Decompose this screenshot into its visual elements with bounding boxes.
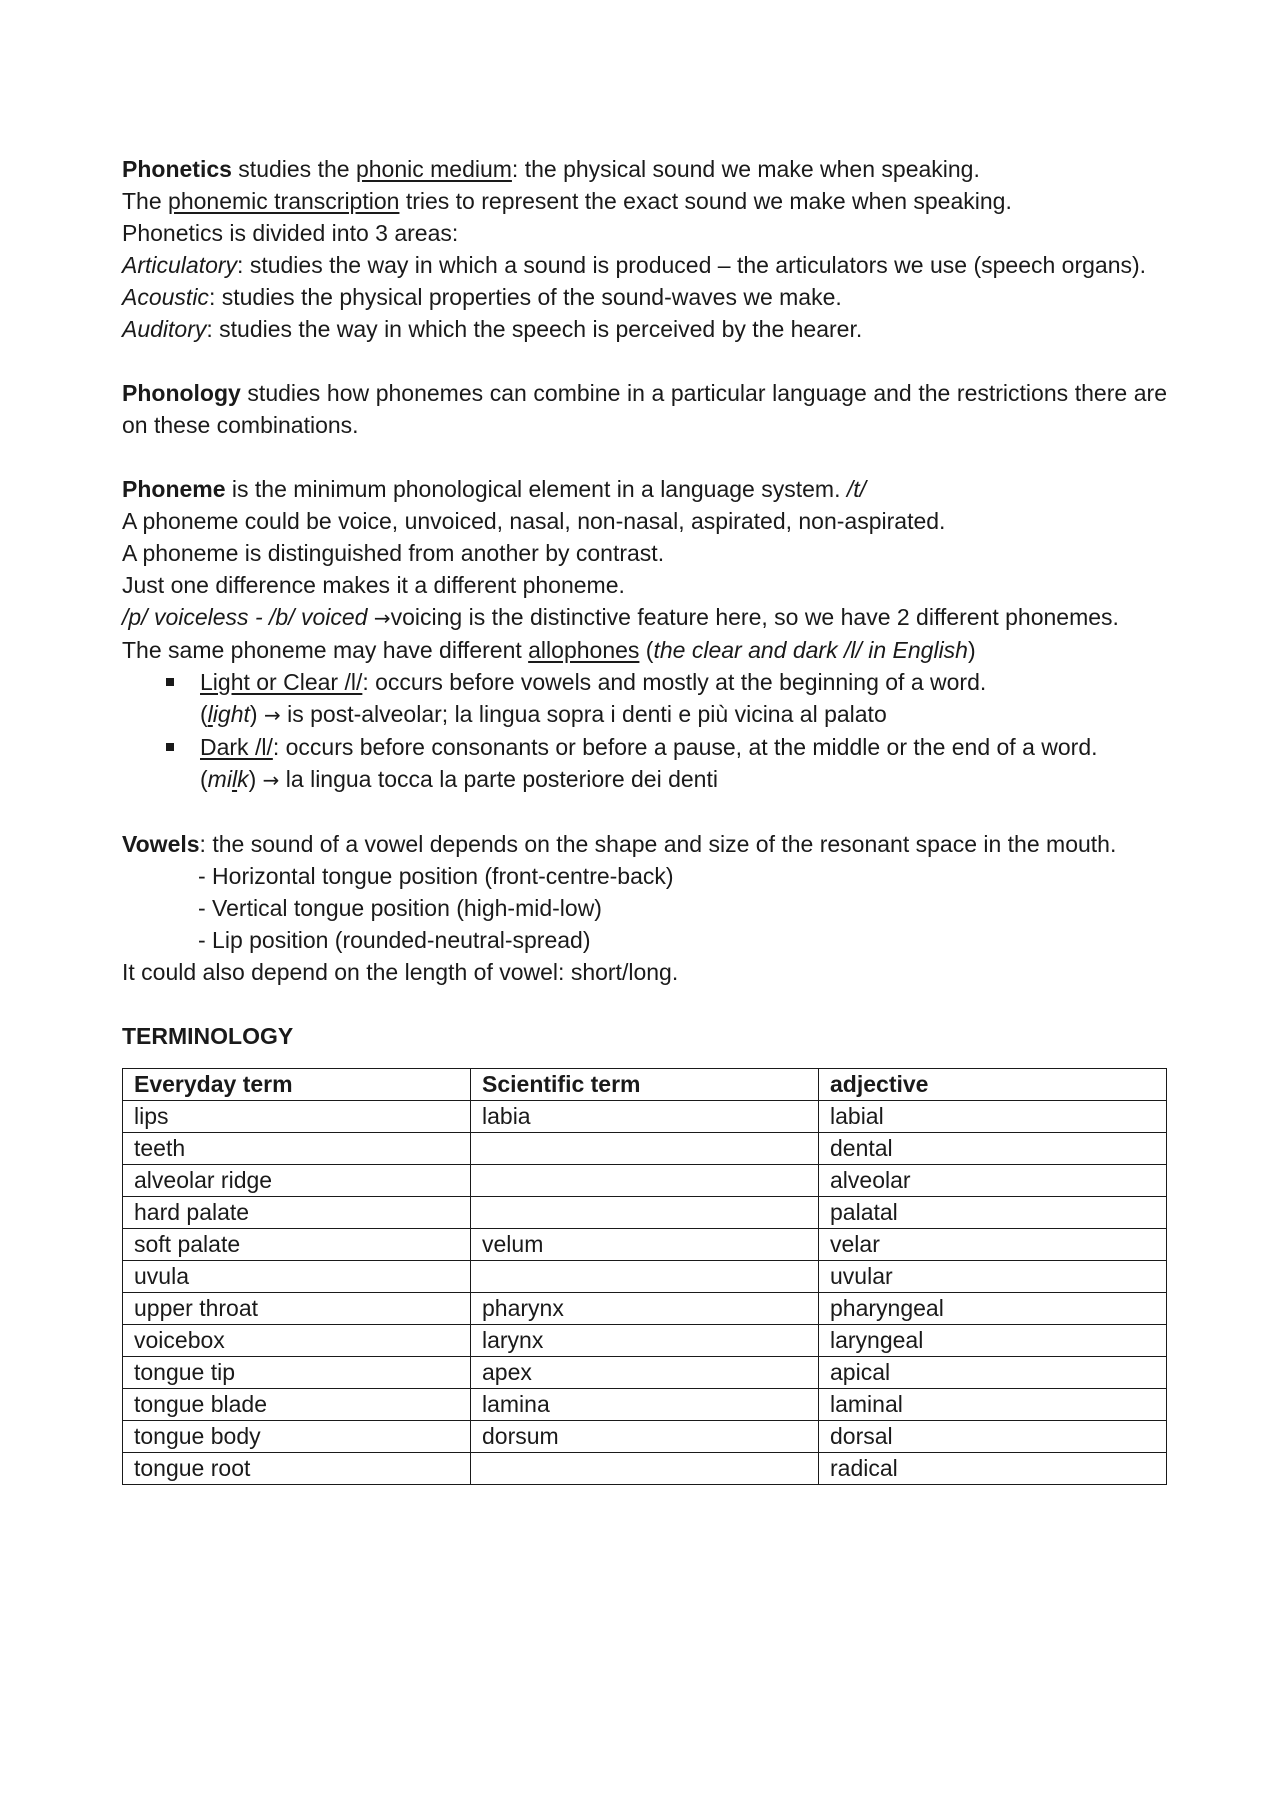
bullet-line [200, 731, 1167, 763]
table-row [123, 1133, 1167, 1165]
text-span: The [122, 188, 169, 214]
area-name: Articulatory [122, 252, 238, 278]
table-row [123, 1357, 1167, 1389]
table-cell [471, 1453, 819, 1485]
phoneme-line-5 [122, 601, 1167, 634]
text-span: ) [248, 766, 263, 792]
area-desc: : studies the physical properties of the sound-waves we make. [208, 284, 842, 310]
right-arrow-icon: → [262, 768, 280, 792]
table-row [123, 1101, 1167, 1133]
area-articulatory [122, 249, 1167, 281]
text-span: : occurs before consonants or before a pause, at the middle or the end of a word. [272, 734, 1098, 760]
bullet-line [200, 698, 1167, 731]
table-row [123, 1293, 1167, 1325]
area-name: Auditory [122, 316, 207, 342]
table-cell: upper throat [123, 1293, 471, 1325]
dark-l-term: Dark /l/ [200, 734, 273, 760]
table-row [123, 1421, 1167, 1453]
table-cell: pharyngeal [819, 1293, 1167, 1325]
table-cell: laryngeal [819, 1325, 1167, 1357]
phoneme-term: Phoneme [122, 476, 226, 502]
text-span: ight [212, 701, 250, 727]
table-cell: hard palate [123, 1197, 471, 1229]
vowel-criterion: - Vertical tongue position (high-mid-low) [198, 895, 602, 921]
table-cell: uvula [123, 1261, 471, 1293]
text-span: ) [249, 701, 264, 727]
vowels-term: Vowels [122, 831, 200, 857]
text-span: ( [200, 701, 208, 727]
phoneme-line-2: A phoneme could be voice, unvoiced, nasal, non-nasal, aspirated, non-aspirated. [122, 508, 946, 534]
phoneme-example: /t/ [846, 476, 867, 502]
text-span: mi [207, 766, 232, 792]
right-arrow-icon: → [263, 703, 281, 727]
table-cell: tongue root [123, 1453, 471, 1485]
table-cell: alveolar ridge [123, 1165, 471, 1197]
table-cell: pharynx [471, 1293, 819, 1325]
text-span: k [237, 766, 249, 792]
area-desc: : studies the way in which the speech is perceived by the hearer. [206, 316, 863, 342]
area-desc: : studies the way in which a sound is produced – the articulators we use (speech organs). [237, 252, 1147, 278]
table-cell: dental [819, 1133, 1167, 1165]
text-span: : the physical sound we make when speaking. [511, 156, 980, 182]
vowels-length-line: It could also depend on the length of vowel: short/long. [122, 959, 679, 985]
column-header: adjective [819, 1069, 1167, 1101]
table-row [123, 1197, 1167, 1229]
text-span: ( [200, 766, 208, 792]
table-row [123, 1261, 1167, 1293]
table-row [123, 1453, 1167, 1485]
heading-text: TERMINOLOGY [122, 1023, 294, 1049]
column-header: Everyday term [123, 1069, 471, 1101]
spacer [122, 796, 1167, 828]
table-cell: laminal [819, 1389, 1167, 1421]
phonetics-term: Phonetics [122, 156, 232, 182]
document-page [122, 153, 1167, 1485]
table-cell: lips [123, 1101, 471, 1133]
list-item-light-l [122, 666, 1167, 731]
table-cell: alveolar [819, 1165, 1167, 1197]
phonetics-line-1 [122, 153, 1167, 185]
table-row [123, 1325, 1167, 1357]
table-cell: tongue tip [123, 1357, 471, 1389]
table-cell [471, 1261, 819, 1293]
vowels-line-1 [122, 828, 1167, 860]
phoneme-line-6 [122, 634, 1167, 666]
table-cell [471, 1133, 819, 1165]
table-cell [471, 1165, 819, 1197]
text-span: : occurs before vowels and mostly at the beginning of a word. [362, 669, 987, 695]
table-cell: dorsal [819, 1421, 1167, 1453]
text-span: The same phoneme may have different [122, 637, 529, 663]
text-span: la lingua tocca la parte posteriore dei denti [279, 766, 718, 792]
phoneme-line-4: Just one difference makes it a different phoneme. [122, 572, 625, 598]
text-span: l [207, 701, 213, 727]
table-cell [471, 1197, 819, 1229]
vowel-criterion: - Horizontal tongue position (front-centre-back) [198, 863, 674, 889]
allophones-term: allophones [528, 637, 640, 663]
table-row [123, 1389, 1167, 1421]
table-row [123, 1229, 1167, 1261]
terminology-table [122, 1068, 1167, 1485]
table-cell: uvular [819, 1261, 1167, 1293]
column-header: Scientific term [471, 1069, 819, 1101]
table-cell: tongue blade [123, 1389, 471, 1421]
allophone-list [122, 666, 1167, 796]
phonology-term: Phonology [122, 380, 241, 406]
example-word [208, 701, 250, 727]
spacer [122, 441, 1167, 473]
text-span: ( [639, 637, 654, 663]
table-row [123, 1165, 1167, 1197]
table-cell: labia [471, 1101, 819, 1133]
phonology-paragraph [122, 377, 1167, 441]
text-span: is the minimum phonological element in a language system. [225, 476, 847, 502]
text-span: ) [967, 637, 976, 663]
area-auditory [122, 313, 1167, 345]
phonetics-line-2 [122, 185, 1167, 217]
text-span: the clear and dark /l/ in English [653, 637, 968, 663]
bullet-line [200, 666, 1167, 698]
spacer [122, 345, 1167, 377]
area-name: Acoustic [122, 284, 209, 310]
phonic-medium-term: phonic medium [355, 156, 512, 182]
table-cell: dorsum [471, 1421, 819, 1453]
table-cell: soft palate [123, 1229, 471, 1261]
text-span: voicing is the distinctive feature here, so we have 2 different phonemes. [390, 604, 1119, 630]
text-span: : the sound of a vowel depends on the shape and size of the resonant space in the mouth. [199, 831, 1117, 857]
table-cell: radical [819, 1453, 1167, 1485]
text-span: l [231, 766, 238, 792]
area-acoustic [122, 281, 1167, 313]
terminology-heading [122, 1020, 1167, 1052]
table-cell: labial [819, 1101, 1167, 1133]
right-arrow-icon: → [373, 606, 391, 630]
table-cell: tongue body [123, 1421, 471, 1453]
bullet-line [200, 763, 1167, 796]
phonemic-transcription-term: phonemic transcription [168, 188, 400, 214]
phoneme-line-3: A phoneme is distinguished from another by contrast. [122, 540, 665, 566]
list-item-dark-l [122, 731, 1167, 796]
table-cell: apex [471, 1357, 819, 1389]
text-span: tries to represent the exact sound we make when speaking. [399, 188, 1012, 214]
table-header-row [123, 1069, 1167, 1101]
text-span: is post-alveolar; la lingua sopra i denti e più vicina al palato [280, 701, 887, 727]
table-cell: teeth [123, 1133, 471, 1165]
phoneme-line-1 [122, 473, 1167, 505]
voicing-example: /p/ voiceless - /b/ voiced [122, 604, 374, 630]
spacer [122, 988, 1167, 1020]
table-cell: larynx [471, 1325, 819, 1357]
table-cell: velum [471, 1229, 819, 1261]
table-cell: apical [819, 1357, 1167, 1389]
table-cell: voicebox [123, 1325, 471, 1357]
example-word [208, 766, 249, 792]
table-cell: palatal [819, 1197, 1167, 1229]
table-cell: velar [819, 1229, 1167, 1261]
phonetics-line-3: Phonetics is divided into 3 areas: [122, 220, 459, 246]
light-l-term: Light or Clear /l/ [200, 669, 363, 695]
table-cell: lamina [471, 1389, 819, 1421]
text-span: studies how phonemes can combine in a particular language and the restrictions there are on these combinations. [122, 380, 1167, 438]
text-span: studies the [231, 156, 356, 182]
vowel-criterion: - Lip position (rounded-neutral-spread) [198, 927, 591, 953]
